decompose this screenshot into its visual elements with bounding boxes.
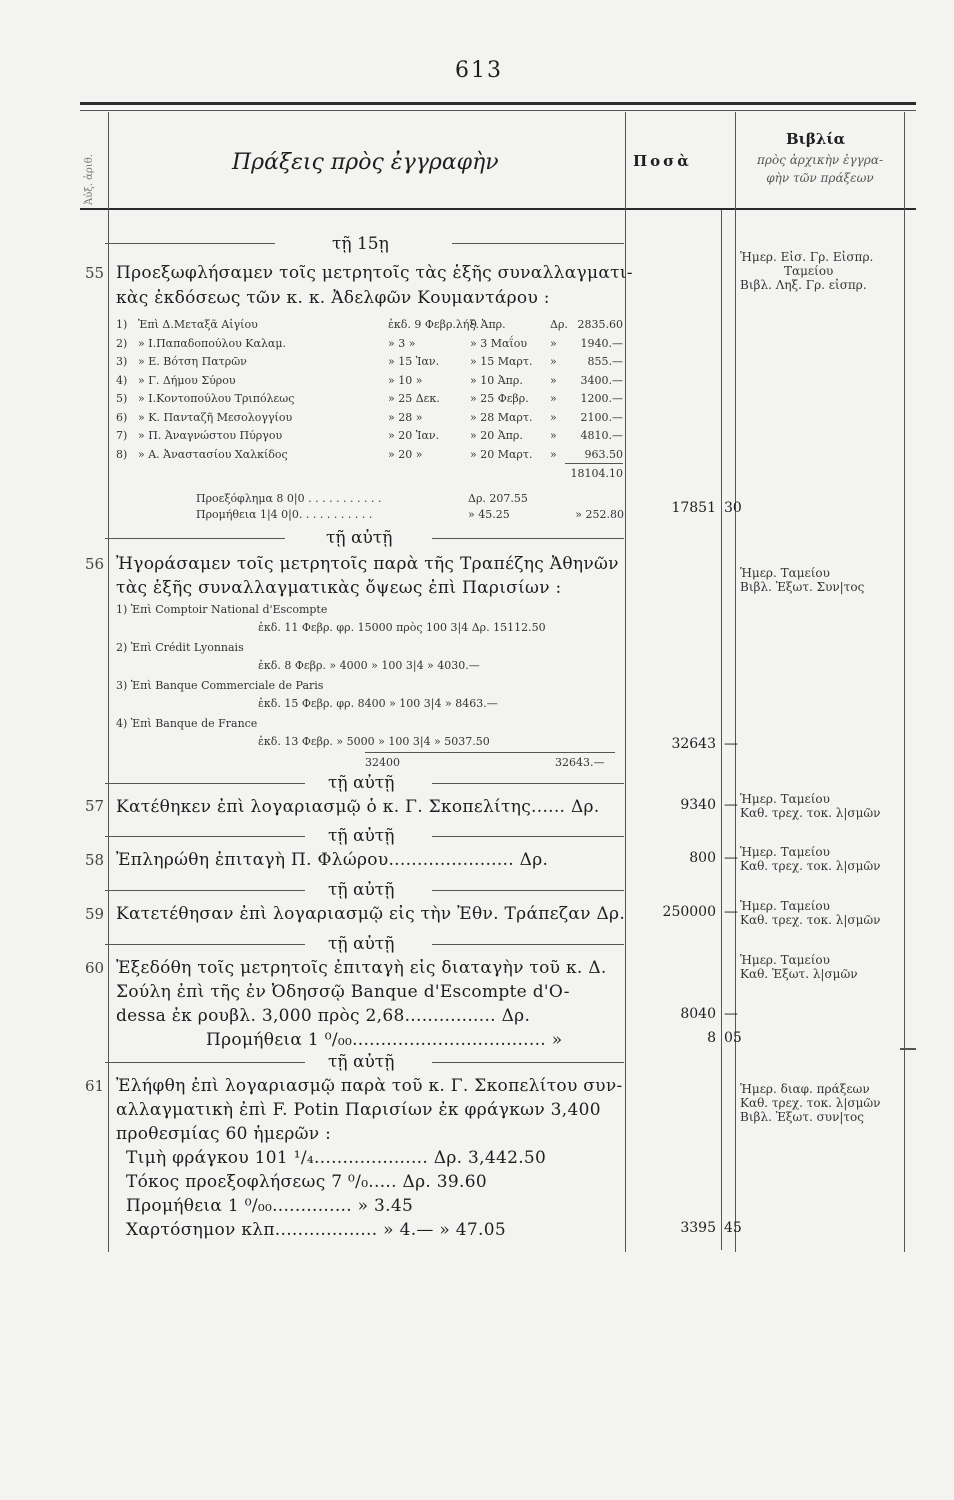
entry-61-book-1: Ἡμερ. διαφ. πράξεων	[740, 1082, 870, 1096]
aux-number-header: Ἀὐξ. ἀριθ.	[84, 154, 95, 205]
sum-rule	[565, 463, 623, 464]
bill-due: » 25 Φεβρ.	[470, 392, 529, 405]
entry-57-book-2: Καθ. τρεχ. τοκ. λ|σμῶν	[740, 806, 881, 820]
date-rule-right	[432, 890, 624, 891]
bill-due: » 20 Μαρτ.	[470, 447, 533, 461]
date-rule-right	[432, 538, 624, 539]
entry-60-line-4: Προμήθεια 1 ⁰/₀₀.................................. »	[206, 1030, 563, 1050]
entry-55-discount-label: Προεξόφλημα 8 0|0 . . . . . . . . . . .	[196, 492, 382, 505]
bill-name: » Π. Ἀναγνώστου Πύργου	[138, 429, 283, 442]
entry-61-price-line: Τιμὴ φράγκου 101 ¹/₄.................... Δρ. 3,442.50	[126, 1148, 547, 1168]
date-rule-left	[105, 243, 275, 244]
bill-n: 1)	[116, 318, 128, 331]
entry-61-stamp-line: Χαρτόσημον κλπ.................. » 4.— » 47.05	[126, 1220, 506, 1240]
bill-ek: » 25 Δεκ.	[388, 392, 440, 405]
entry-60-number: 60	[85, 959, 105, 977]
bill-n: 8)	[116, 447, 128, 461]
entry-59-decimals: —	[724, 904, 738, 920]
bill-dr: »	[550, 392, 557, 405]
bill-dr: »	[550, 336, 557, 350]
entry-55-number: 55	[85, 264, 105, 282]
draft-drawee: 2) Ἐπὶ Crédit Lyonnais	[116, 641, 244, 654]
bill-dr: »	[550, 355, 557, 368]
entry-61-date: τῇ αὐτῇ	[328, 1052, 395, 1072]
entry-58-date: τῇ αὐτῇ	[328, 826, 395, 846]
entry-57-book-1: Ἡμερ. Ταμείου	[740, 792, 830, 806]
bill-ek: ἐκδ. 9 Φεβρ.λήξ.	[388, 318, 480, 331]
draft-drawee: 1) Ἐπὶ Comptoir National d'Escompte	[116, 603, 328, 616]
bill-amount: 4810.—	[580, 429, 623, 442]
entry-55-line-2: κὰς ἐκδόσεως τῶν κ. κ. Ἀδελφῶν Κουμαντάρου :	[116, 288, 550, 308]
entry-57-date: τῇ αὐτῇ	[328, 773, 395, 793]
entry-59-book-1: Ἡμερ. Ταμείου	[740, 899, 830, 913]
entry-55-book-1: Ἡμερ. Εἰσ. Γρ. Εἰσπρ.	[740, 250, 874, 264]
entry-61-line-1: Ἐλήφθη ἐπὶ λογαριασμῷ παρὰ τοῦ κ. Γ. Σκοπελίτου συν-	[116, 1076, 623, 1096]
entry-55-commission-amount: » 45.25	[468, 508, 510, 521]
entry-56-franc-total: 32400	[365, 756, 400, 769]
bill-n: 4)	[116, 373, 128, 387]
draft-details: ἐκδ. 11 Φεβρ. φρ. 15000 πρὸς 100 3|4 Δρ. 15112.50	[258, 621, 546, 634]
entry-56-decimals: —	[724, 736, 738, 752]
bill-n: 5)	[116, 392, 128, 405]
date-rule-right	[432, 1062, 624, 1063]
col-line-amount	[625, 112, 626, 1252]
bill-n: 7)	[116, 429, 128, 442]
entry-55-book-3: Βιβλ. Ληξ. Γρ. εἰσπρ.	[740, 278, 867, 292]
col-line-decimals	[721, 210, 722, 1250]
entry-58-text: Ἐπληρώθη ἐπιταγὴ Π. Φλώρου...................... Δρ.	[116, 850, 549, 870]
entry-60-date: τῇ αὐτῇ	[328, 934, 395, 954]
date-rule-right	[432, 944, 624, 945]
entry-61-commission-line: Προμήθεια 1 ⁰/₀₀.............. » 3.45	[126, 1196, 414, 1216]
bill-name: Ἐπὶ Δ.Μεταξᾶ Αἰγίου	[138, 318, 258, 331]
bill-amount: 963.50	[584, 447, 623, 461]
draft-details: ἐκδ. 13 Φεβρ. » 5000 » 100 3|4 » 5037.50	[258, 735, 490, 748]
entry-60-amount-2: 8	[707, 1030, 716, 1046]
bill-n: 3)	[116, 355, 128, 368]
entry-56-book-2: Βιβλ. Ἐξωτ. Συν|τος	[740, 580, 865, 594]
entry-61-number: 61	[85, 1077, 105, 1095]
entry-60-line-3: dessa ἐκ ρουβλ. 3,000 πρὸς 2,68................ Δρ.	[116, 1006, 531, 1026]
entry-57-decimals: —	[724, 797, 738, 813]
bill-ek: » 20 »	[388, 447, 423, 461]
bill-amount: 1200.—	[580, 392, 623, 405]
entry-58-book-1: Ἡμερ. Ταμείου	[740, 845, 830, 859]
bill-name: » Ε. Βότση Πατρῶν	[138, 355, 247, 368]
entry-59-number: 59	[85, 905, 105, 923]
bill-n: 2)	[116, 336, 128, 350]
entry-61-decimals: 45	[724, 1220, 742, 1236]
entry-60-book-1: Ἡμερ. Ταμείου	[740, 953, 830, 967]
entry-55-amount: 17851	[671, 500, 716, 516]
date-rule-right	[452, 243, 624, 244]
entry-60-line-2: Σούλη ἐπὶ τῆς ἐν Ὀδησσῷ Banque d'Escompte d'O-	[116, 982, 570, 1002]
bill-due: » 20 Ἀπρ.	[470, 429, 523, 442]
date-rule-right	[432, 783, 624, 784]
bill-ek: » 28 »	[388, 410, 423, 424]
entry-56-drachma-total: 32643.—	[555, 756, 605, 769]
bill-ek: » 10 »	[388, 373, 423, 387]
entry-55-sum: 18104.10	[570, 467, 623, 480]
entry-57-amount: 9340	[680, 797, 716, 813]
bill-dr: »	[550, 373, 557, 387]
draft-details: ἐκδ. 8 Φεβρ. » 4000 » 100 3|4 » 4030.—	[258, 659, 480, 672]
entry-59-date: τῇ αὐτῇ	[328, 880, 395, 900]
header-bottom-rule	[80, 208, 916, 210]
draft-drawee: 4) Ἐπὶ Banque de France	[116, 717, 258, 730]
entry-56-book-1: Ἡμερ. Ταμείου	[740, 566, 830, 580]
bill-amount: 1940.—	[580, 336, 623, 350]
books-subheader-2: φὴν τῶν πράξεων	[766, 171, 874, 185]
acts-header: Πράξεις πρὸς ἐγγραφὴν	[232, 150, 499, 175]
entry-56-amount: 32643	[671, 736, 716, 752]
bill-n: 6)	[116, 410, 128, 424]
date-rule-right	[432, 836, 624, 837]
page-number: 613	[455, 58, 503, 83]
bill-dr: »	[550, 410, 557, 424]
draft-drawee: 3) Ἐπὶ Banque Commerciale de Paris	[116, 679, 324, 692]
entry-55-date: τῇ 15ῃ	[332, 234, 389, 254]
bill-due: 9 Ἀπρ.	[470, 318, 506, 331]
entry-58-book-2: Καθ. τρεχ. τοκ. λ|σμῶν	[740, 859, 881, 873]
entry-56-date: τῇ αὐτῇ	[326, 528, 393, 548]
date-rule-left	[105, 944, 305, 945]
entry-55-discount-amount: Δρ. 207.55	[468, 492, 528, 505]
entry-59-book-2: Καθ. τρεχ. τοκ. λ|σμῶν	[740, 913, 881, 927]
entry-57-text: Κατέθηκεν ἐπὶ λογαριασμῷ ὁ κ. Γ. Σκοπελίτης...... Δρ.	[116, 797, 600, 817]
col-line-aux	[108, 112, 109, 1252]
entry-60-line-1: Ἐξεδόθη τοῖς μετρητοῖς ἐπιταγὴ εἰς διαταγὴν τοῦ κ. Δ.	[116, 958, 607, 978]
entry-61-book-2: Καθ. τρεχ. τοκ. λ|σμῶν	[740, 1096, 881, 1110]
entry-55-decimals: 30	[724, 500, 742, 516]
date-rule-left	[105, 836, 305, 837]
entry-58-decimals: —	[724, 850, 738, 866]
draft-details: ἐκδ. 15 Φεβρ. φρ. 8400 » 100 3|4 » 8463.—	[258, 697, 498, 710]
date-rule-left	[105, 1062, 305, 1063]
date-rule-left	[105, 890, 305, 891]
bill-ek: » 15 Ἰαν.	[388, 355, 440, 368]
bill-dr: »	[550, 429, 557, 442]
entry-58-number: 58	[85, 851, 105, 869]
books-header: Βιβλία	[786, 130, 846, 148]
bill-due: » 10 Ἀπρ.	[470, 373, 523, 387]
entry-61-line-3: προθεσμίας 60 ἡμερῶν :	[116, 1124, 332, 1144]
totals-rule	[365, 752, 615, 753]
col-line-books	[735, 112, 736, 1252]
entry-55-line-1: Προεξωφλήσαμεν τοῖς μετρητοῖς τὰς ἑξῆς συναλλαγματι-	[116, 263, 633, 283]
margin-mark	[900, 1048, 916, 1050]
entry-61-interest-line: Τόκος προεξοφλήσεως 7 ⁰/₀..... Δρ. 39.60	[126, 1172, 487, 1192]
entry-55-deduction: » 252.80	[575, 508, 624, 521]
bill-name: » Ι.Κοντοπούλου Τριπόλεως	[138, 392, 295, 405]
books-subheader-1: πρὸς ἀρχικὴν ἐγγρα-	[757, 153, 883, 167]
entry-61-line-2: αλλαγματικὴ ἐπὶ F. Potin Παρισίων ἐκ φράγκων 3,400	[116, 1100, 601, 1120]
bill-name: » Κ. Πανταζῆ Μεσολογγίου	[138, 410, 293, 424]
bill-due: » 15 Μαρτ.	[470, 355, 533, 368]
entry-60-decimals-1: —	[724, 1006, 738, 1022]
entry-59-text: Κατετέθησαν ἐπὶ λογαριασμῷ εἰς τὴν Ἐθν. Τράπεζαν Δρ.	[116, 904, 626, 924]
entry-61-book-3: Βιβλ. Ἐξωτ. συν|τος	[740, 1110, 865, 1124]
bill-dr: »	[550, 447, 557, 461]
entry-60-book-2: Καθ. Ἐξωτ. λ|σμῶν	[740, 967, 858, 981]
date-rule-left	[105, 783, 305, 784]
amounts-header: Ποσὰ	[633, 152, 692, 170]
entry-60-decimals-2: 05	[724, 1030, 742, 1046]
bill-amount: 2835.60	[577, 318, 623, 331]
entry-56-line-1: Ἠγοράσαμεν τοῖς μετρητοῖς παρὰ τῆς Τραπέζης Ἀθηνῶν	[116, 554, 619, 574]
bill-amount: 2100.—	[580, 410, 623, 424]
bill-ek: » 3 »	[388, 336, 416, 350]
entry-56-line-2: τὰς ἑξῆς συναλλαγματικὰς ὄψεως ἐπὶ Παρισίων :	[116, 578, 562, 598]
entry-58-amount: 800	[689, 850, 716, 866]
bill-due: » 3 Μαΐου	[470, 336, 528, 350]
bill-amount: 3400.—	[580, 373, 623, 387]
entry-55-book-2: Ταμείου	[784, 264, 834, 278]
entry-56-number: 56	[85, 555, 105, 573]
entry-61-amount: 3395	[680, 1220, 716, 1236]
date-rule-left	[105, 538, 285, 539]
top-rule-2	[80, 110, 916, 111]
top-rule	[80, 102, 916, 105]
bill-due: » 28 Μαρτ.	[470, 410, 533, 424]
entry-57-number: 57	[85, 797, 105, 815]
col-line-right	[904, 112, 905, 1252]
bill-ek: » 20 Ἰαν.	[388, 429, 440, 442]
bill-name: » Α. Ἀναστασίου Χαλκίδος	[138, 447, 288, 461]
bill-dr: Δρ.	[550, 318, 568, 331]
entry-60-amount-1: 8040	[680, 1006, 716, 1022]
entry-55-commission-label: Προμήθεια 1|4 0|0. . . . . . . . . . .	[196, 508, 373, 521]
bill-name: » Ι.Παπαδοπούλου Καλαμ.	[138, 336, 287, 350]
bill-amount: 855.—	[587, 355, 623, 368]
bill-name: » Γ. Δήμου Σύρου	[138, 373, 236, 387]
entry-59-amount: 250000	[662, 904, 716, 920]
